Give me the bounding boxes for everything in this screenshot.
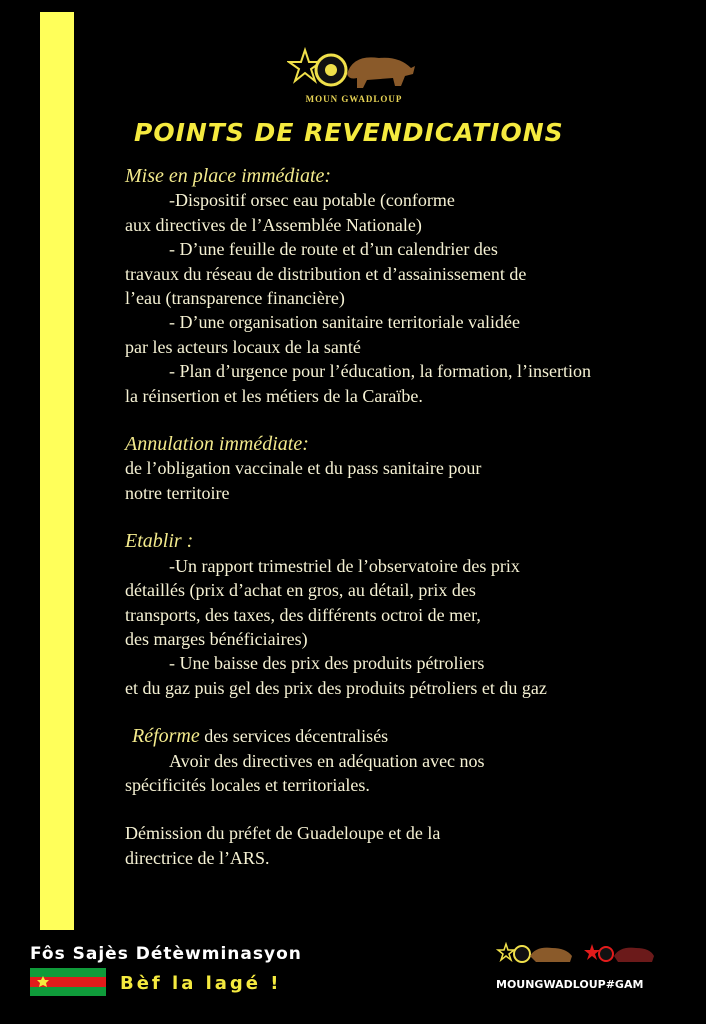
text-line: spécificités locales et territoriales. [125,774,370,795]
moun-gwadloup-logo [287,46,421,110]
hashtag-label: MOUNGWADLOUP#GAM [496,978,644,991]
section-heading-reforme [125,724,695,748]
reforme-keyword: Réforme [132,725,200,748]
text-line: la réinsertion et les métiers de la Caraïbe. [125,385,423,406]
flag-icon [30,968,106,996]
text-line: des marges bénéficiaires) [125,628,308,649]
section-heading-annulation: Annulation immédiate: [125,433,309,456]
text-line: -Dispositif orsec eau potable (conforme [169,190,455,211]
text-line: - D’une organisation sanitaire territoriale validée [169,312,521,333]
reforme-heading-rest: des services décentralisés [199,726,389,747]
text-line: - Plan d’urgence pour l’éducation, la formation, l’insertion [169,361,592,382]
text-line: - D’une feuille de route et d’un calendrier des [169,239,498,260]
page-title: POINTS DE REVENDICATIONS [134,118,564,147]
logo-emblem-icon [287,46,421,96]
partner-logos-icon [496,942,656,972]
claims-content [125,164,695,870]
text-line: Démission du préfet de Guadeloupe et de la [125,823,441,844]
text-line: -Un rapport trimestriel de l’observatoire des prix [169,555,520,576]
text-line: détaillés (prix d’achat en gros, au détail, prix des [125,580,476,601]
slogan-line-2: Bèf la lagé ! [120,973,282,994]
yellow-side-bar [40,12,74,930]
text-line: transports, des taxes, des différents octroi de mer, [125,604,481,625]
text-line: et du gaz puis gel des prix des produits pétroliers et du gaz [125,677,547,698]
text-line: aux directives de l’Assemblée Nationale) [125,214,422,235]
footer-logos [496,942,676,991]
slogan-line-1: Fôs Sajès Détèwminasyon [30,944,302,964]
text-line: notre territoire [125,482,230,503]
text-line: Avoir des directives en adéquation avec nos [169,750,485,771]
text-line: directrice de l’ARS. [125,847,270,868]
text-line: - Une baisse des prix des produits pétroliers [169,653,485,674]
text-line: l’eau (transparence financière) [125,288,345,309]
text-line: par les acteurs locaux de la santé [125,336,361,357]
logo-text: MOUN GWADLOUP [305,94,403,104]
text-line: de l’obligation vaccinale et du pass sanitaire pour [125,458,482,479]
section-heading-mise: Mise en place immédiate: [125,165,332,187]
section-heading-etablir: Etablir : [125,530,194,553]
text-line: travaux du réseau de distribution et d’assainissement de [125,263,527,284]
